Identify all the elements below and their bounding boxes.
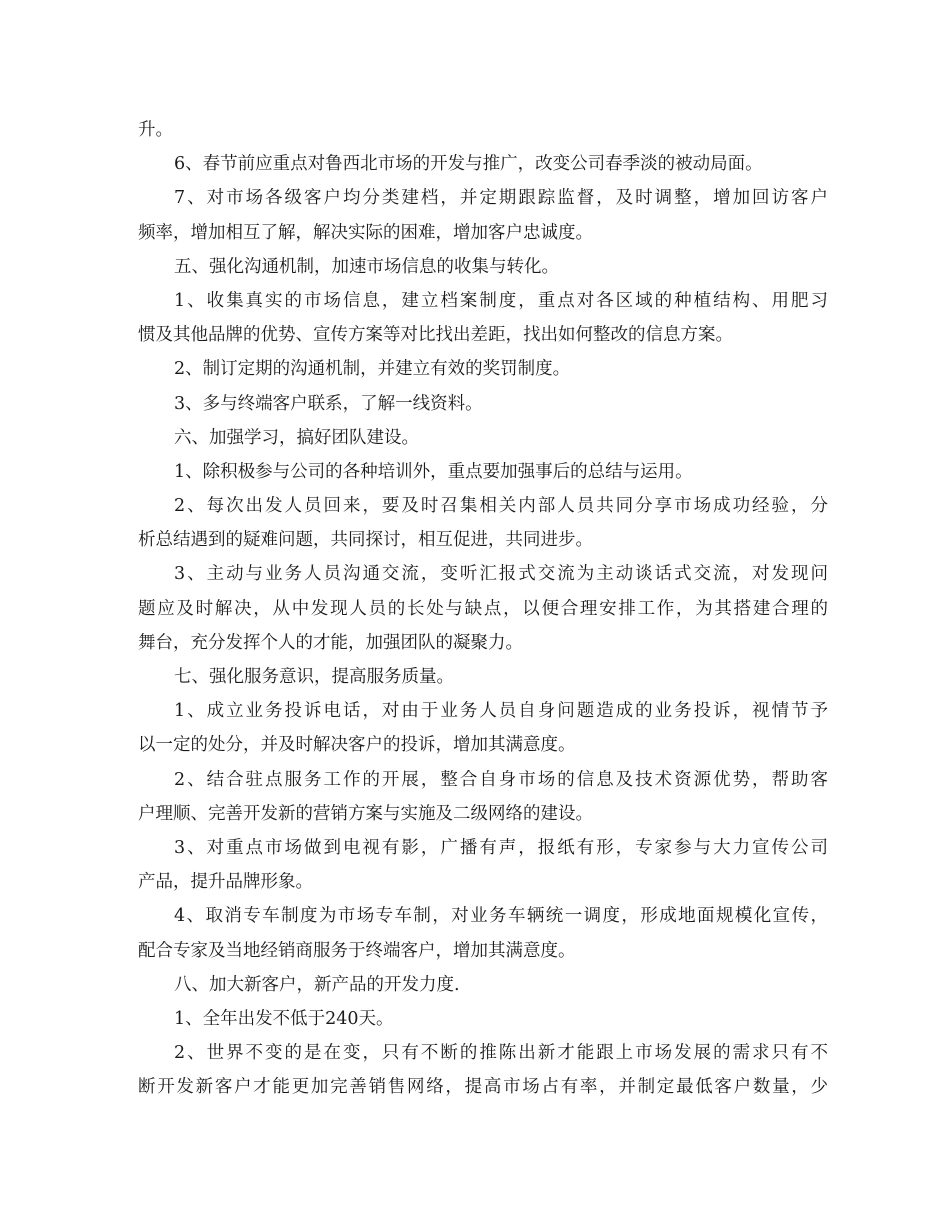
document-body	[138, 113, 828, 1104]
text-line: 断开发新客户才能更加完善销售网络，提高市场占有率，并制定最低客户数量，少	[138, 1077, 828, 1098]
text-line: 3、主动与业务人员沟通交流，变听汇报式交流为主动谈话式交流，对发现问	[174, 564, 828, 585]
text-line: 惯及其他品牌的优势、宣传方案等对比找出差距，找出如何整改的信息方案。	[138, 325, 733, 346]
text-line: 2、制订定期的沟通机制，并建立有效的奖罚制度。	[174, 359, 571, 380]
text-line: 1、成立业务投诉电话，对由于业务人员自身问题造成的业务投诉，视情节予	[174, 701, 828, 722]
text-line: 八、加大新客户，新产品的开发力度.	[174, 974, 460, 995]
text-line: 舞台，充分发挥个人的才能，加强团队的凝聚力。	[138, 632, 523, 653]
text-line: 7、对市场各级客户均分类建档，并定期跟踪监督，及时调整，增加回访客户	[174, 188, 828, 209]
text-line: 1、除积极参与公司的各种培训外，重点要加强事后的总结与运用。	[174, 461, 693, 482]
text-line: 析总结遇到的疑难问题，共同探讨，相互促进，共同进步。	[138, 530, 593, 551]
text-line: 五、强化沟通机制，加速市场信息的收集与转化。	[174, 256, 559, 277]
text-line: 户理顺、完善开发新的营销方案与实施及二级网络的建设。	[138, 803, 593, 824]
text-line: 七、强化服务意识，提高服务质量。	[174, 667, 454, 687]
text-line: 2、每次出发人员回来，要及时召集相关内部人员共同分享市场成功经验，分	[174, 496, 828, 517]
text-line: 3、对重点市场做到电视有影，广播有声，报纸有形，专家参与大力宣传公司	[174, 837, 828, 858]
text-line: 6、春节前应重点对鲁西北市场的开发与推广，改变公司春季淡的被动局面。	[174, 154, 763, 175]
text-line: 以一定的处分，并及时解决客户的投诉，增加其满意度。	[138, 735, 576, 756]
text-line: 1、收集真实的市场信息，建立档案制度，重点对各区域的种植结构、用肥习	[174, 290, 828, 311]
text-line: 2、世界不变的是在变，只有不断的推陈出新才能跟上市场发展的需求只有不	[174, 1043, 828, 1064]
text-line: 升。	[138, 120, 173, 140]
text-line: 2、结合驻点服务工作的开展，整合自身市场的信息及技术资源优势，帮助客	[174, 769, 828, 790]
text-line: 1、全年出发不低于240天。	[174, 1008, 394, 1029]
text-line: 频率，增加相互了解，解决实际的困难，增加客户忠诚度。	[138, 222, 593, 243]
text-line: 4、取消专车制度为市场专车制，对业务车辆统一调度，形成地面规模化宣传，	[174, 906, 828, 927]
text-line: 产品，提升品牌形象。	[138, 872, 313, 893]
text-line: 题应及时解决，从中发现人员的长处与缺点，以便合理安排工作，为其搭建合理的	[138, 598, 828, 619]
text-line: 配合专家及当地经销商服务于终端客户，增加其满意度。	[138, 940, 576, 961]
text-line: 3、多与终端客户联系，了解一线资料。	[174, 393, 483, 414]
text-line: 六、加强学习，搞好团队建设。	[174, 427, 419, 448]
